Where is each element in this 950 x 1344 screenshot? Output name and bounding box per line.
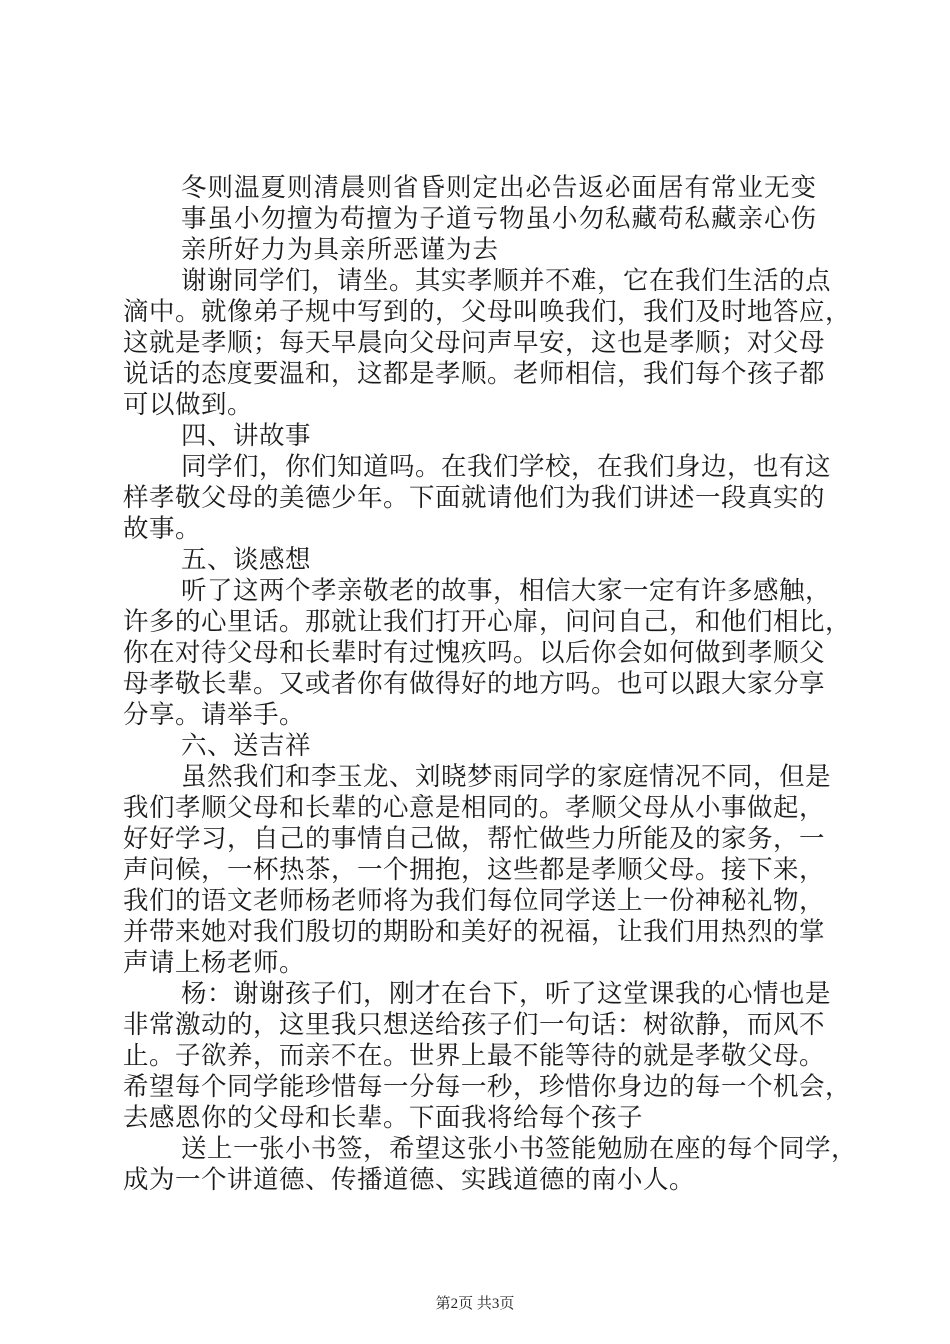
paragraph-line: 去感恩你的父母和长辈。下面我将给每个孩子: [123, 1103, 644, 1133]
paragraph-line: 分享。请举手。: [123, 700, 306, 730]
paragraph-line: 成为一个讲道德、传播道德、实践道德的南小人。: [123, 1165, 696, 1195]
verse-line: 冬则温夏则清晨则省昏则定出必告返必面居有常业无变: [181, 173, 818, 203]
section-heading: 六、送吉祥: [181, 731, 312, 761]
section-heading: 四、讲故事: [181, 421, 312, 451]
paragraph-line: 滴中。就像弟子规中写到的，父母叫唤我们，我们及时地答应，: [123, 297, 852, 327]
paragraph-line: 声问候，一杯热茶，一个拥抱，这些都是孝顺父母。接下来，: [123, 855, 826, 885]
paragraph-line: 故事。: [123, 514, 202, 544]
paragraph-line: 虽然我们和李玉龙、刘晓梦雨同学的家庭情况不同，但是: [181, 762, 832, 792]
paragraph-line: 许多的心里话。那就让我们打开心扉，问问自己，和他们相比，: [123, 607, 852, 637]
paragraph-line: 声请上杨老师。: [123, 948, 306, 978]
paragraph-line: 我们孝顺父母和长辈的心意是相同的。孝顺父母从小事做起，: [123, 793, 826, 823]
paragraph-line: 母孝敬长辈。又或者你有做得好的地方吗。也可以跟大家分享: [123, 669, 826, 699]
paragraph-line: 这就是孝顺；每天早晨向父母问声早安，这也是孝顺；对父母: [123, 328, 826, 358]
paragraph-line: 样孝敬父母的美德少年。下面就请他们为我们讲述一段真实的: [123, 483, 826, 513]
paragraph-line: 你在对待父母和长辈时有过愧疚吗。以后你会如何做到孝顺父: [123, 638, 826, 668]
paragraph-line: 谢谢同学们，请坐。其实孝顺并不难，它在我们生活的点: [181, 266, 832, 296]
paragraph-line: 说话的态度要温和，这都是孝顺。老师相信，我们每个孩子都: [123, 359, 826, 389]
paragraph-line: 可以做到。: [123, 390, 254, 420]
page-number-footer: 第2页 共3页: [435, 1296, 515, 1312]
paragraph-line: 止。子欲养，而亲不在。世界上最不能等待的就是孝敬父母。: [123, 1041, 826, 1071]
section-heading: 五、谈感想: [181, 545, 312, 575]
paragraph-line: 非常激动的，这里我只想送给孩子们一句话：树欲静，而风不: [123, 1010, 826, 1040]
paragraph-line: 并带来她对我们殷切的期盼和美好的祝福，让我们用热烈的掌: [123, 917, 826, 947]
paragraph-line: 我们的语文老师杨老师将为我们每位同学送上一份神秘礼物，: [123, 886, 826, 916]
paragraph-line: 同学们，你们知道吗。在我们学校，在我们身边，也有这: [181, 452, 832, 482]
verse-line: 事虽小勿擅为苟擅为子道亏物虽小勿私藏苟私藏亲心伤: [181, 204, 818, 234]
document-body: [123, 173, 858, 1196]
paragraph-line: 送上一张小书签，希望这张小书签能勉励在座的每个同学，: [181, 1134, 858, 1164]
paragraph-line: 希望每个同学能珍惜每一分每一秒，珍惜你身边的每一个机会，: [123, 1072, 852, 1102]
verse-line: 亲所好力为具亲所恶谨为去: [181, 235, 500, 265]
paragraph-line: 听了这两个孝亲敬老的故事，相信大家一定有许多感触，: [181, 576, 832, 606]
paragraph-line: 杨：谢谢孩子们，刚才在台下，听了这堂课我的心情也是: [181, 979, 832, 1009]
paragraph-line: 好好学习，自己的事情自己做，帮忙做些力所能及的家务，一: [123, 824, 826, 854]
